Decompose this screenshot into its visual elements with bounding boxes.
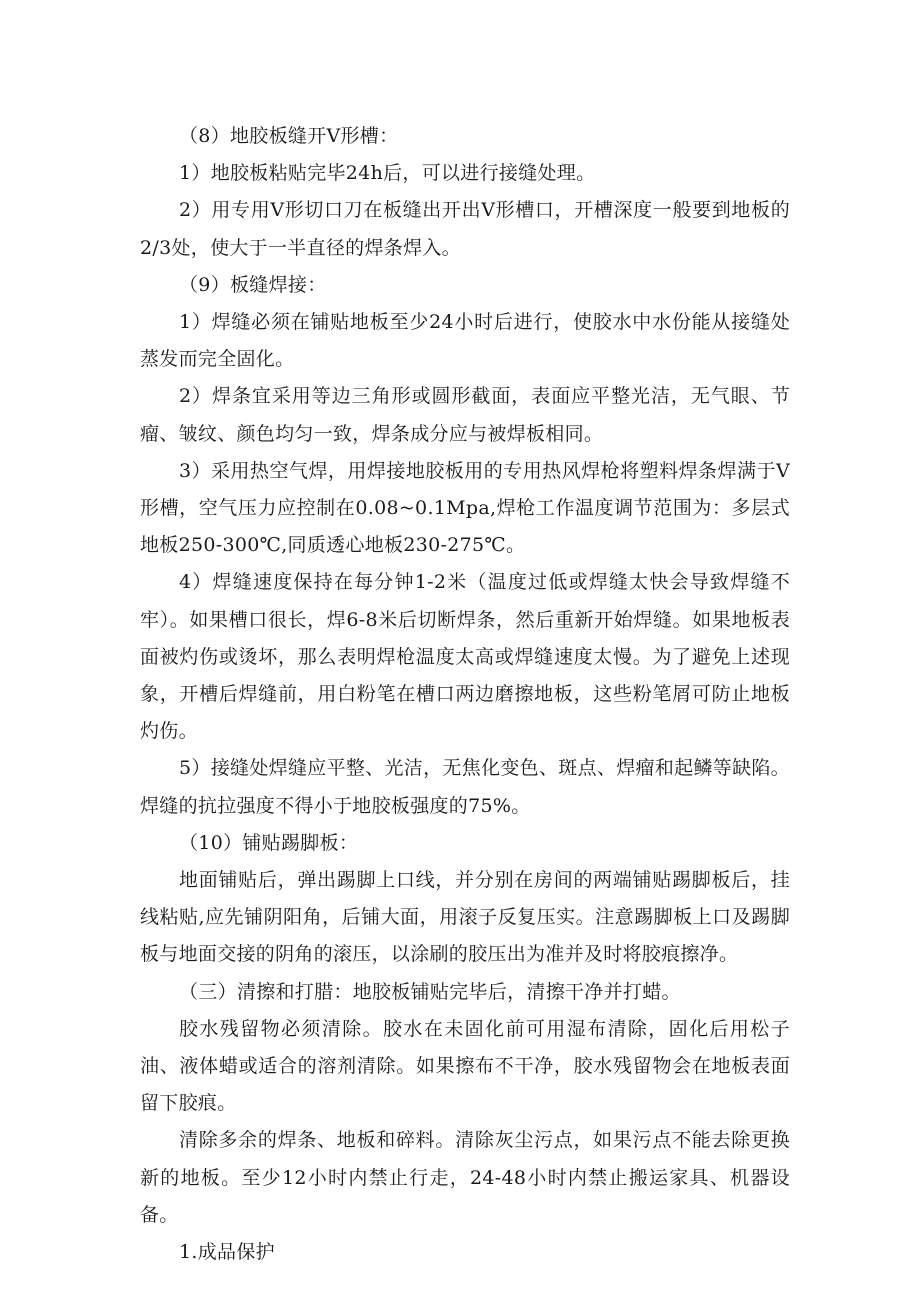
paragraph: 4）焊缝速度保持在每分钟1-2米（温度过低或焊缝太快会导致焊缝不牢）。如果槽口很长，焊6-8米后切断焊条，然后重新开始焊缝。如果地板表面被灼伤或烫坏，那么表明焊枪温度太高或焊缝速度太慢。为了避免上述现象，开槽后焊缝前，用白粉笔在槽口两边磨擦地板，这些粉笔屑可防止地板灼伤。	[140, 571, 790, 743]
section-heading-10: （10）铺贴踢脚板：	[179, 831, 359, 854]
paragraph: 地面铺贴后，弹出踢脚上口线，并分别在房间的两端铺贴踢脚板后，挂线粘贴,应先铺阴阳角，后铺大面，用滚子反复压实。注意踢脚板上口及踢脚板与地面交接的阴角的滚压，以涂刷的胶压出为准并及时将胶痕擦净。	[140, 869, 790, 966]
section-heading-9: （9）板缝焊接：	[179, 273, 327, 296]
section-heading-3: （三）清擦和打腊：地胶板铺贴完毕后，清擦干净并打蜡。	[179, 980, 681, 1003]
paragraph: 胶水残留物必须清除。胶水在未固化前可用湿布清除，固化后用松子油、液体蜡或适合的溶剂清除。如果擦布不干净，胶水残留物会在地板表面留下胶痕。	[140, 1017, 790, 1115]
paragraph: 3）采用热空气焊，用焊接地胶板用的专用热风焊枪将塑料焊条焊满于Ⅴ形槽，空气压力应控制在0.08~0.1Mpa,焊枪工作温度调节范围为：多层式地板250-300℃,同质透心地板230-275℃。	[140, 459, 790, 557]
paragraph: 5）接缝处焊缝应平整、光洁，无焦化变色、斑点、焊瘤和起鳞等缺陷。焊缝的抗拉强度不得小于地胶板强度的75%。	[140, 757, 790, 817]
paragraph: 2）用专用Ⅴ形切口刀在板缝出开出Ⅴ形槽口，开槽深度一般要到地板的2/3处，使大于一半直径的焊条焊入。	[140, 199, 790, 259]
section-heading-8: （8）地胶板缝开Ⅴ形槽：	[179, 125, 399, 147]
paragraph: 1）地胶板粘贴完毕24h后，可以进行接缝处理。	[179, 162, 596, 185]
section-heading-product-protection: 1.成品保护	[179, 1241, 275, 1264]
paragraph: 1）焊缝必须在铺贴地板至少24小时后进行，使胶水中水份能从接缝处蒸发而完全固化。	[140, 311, 790, 371]
paragraph: 清除多余的焊条、地板和碎料。清除灰尘污点，如果污点不能去除更换新的地板。至少12小时内禁止行走，24-48小时内禁止搬运家具、机器设备。	[140, 1129, 790, 1226]
document-body	[140, 118, 790, 1271]
paragraph: 2）焊条宜采用等边三角形或圆形截面，表面应平整光洁，无气眼、节瘤、皱纹、颜色均匀一致，焊条成分应与被焊板相同。	[140, 385, 790, 445]
